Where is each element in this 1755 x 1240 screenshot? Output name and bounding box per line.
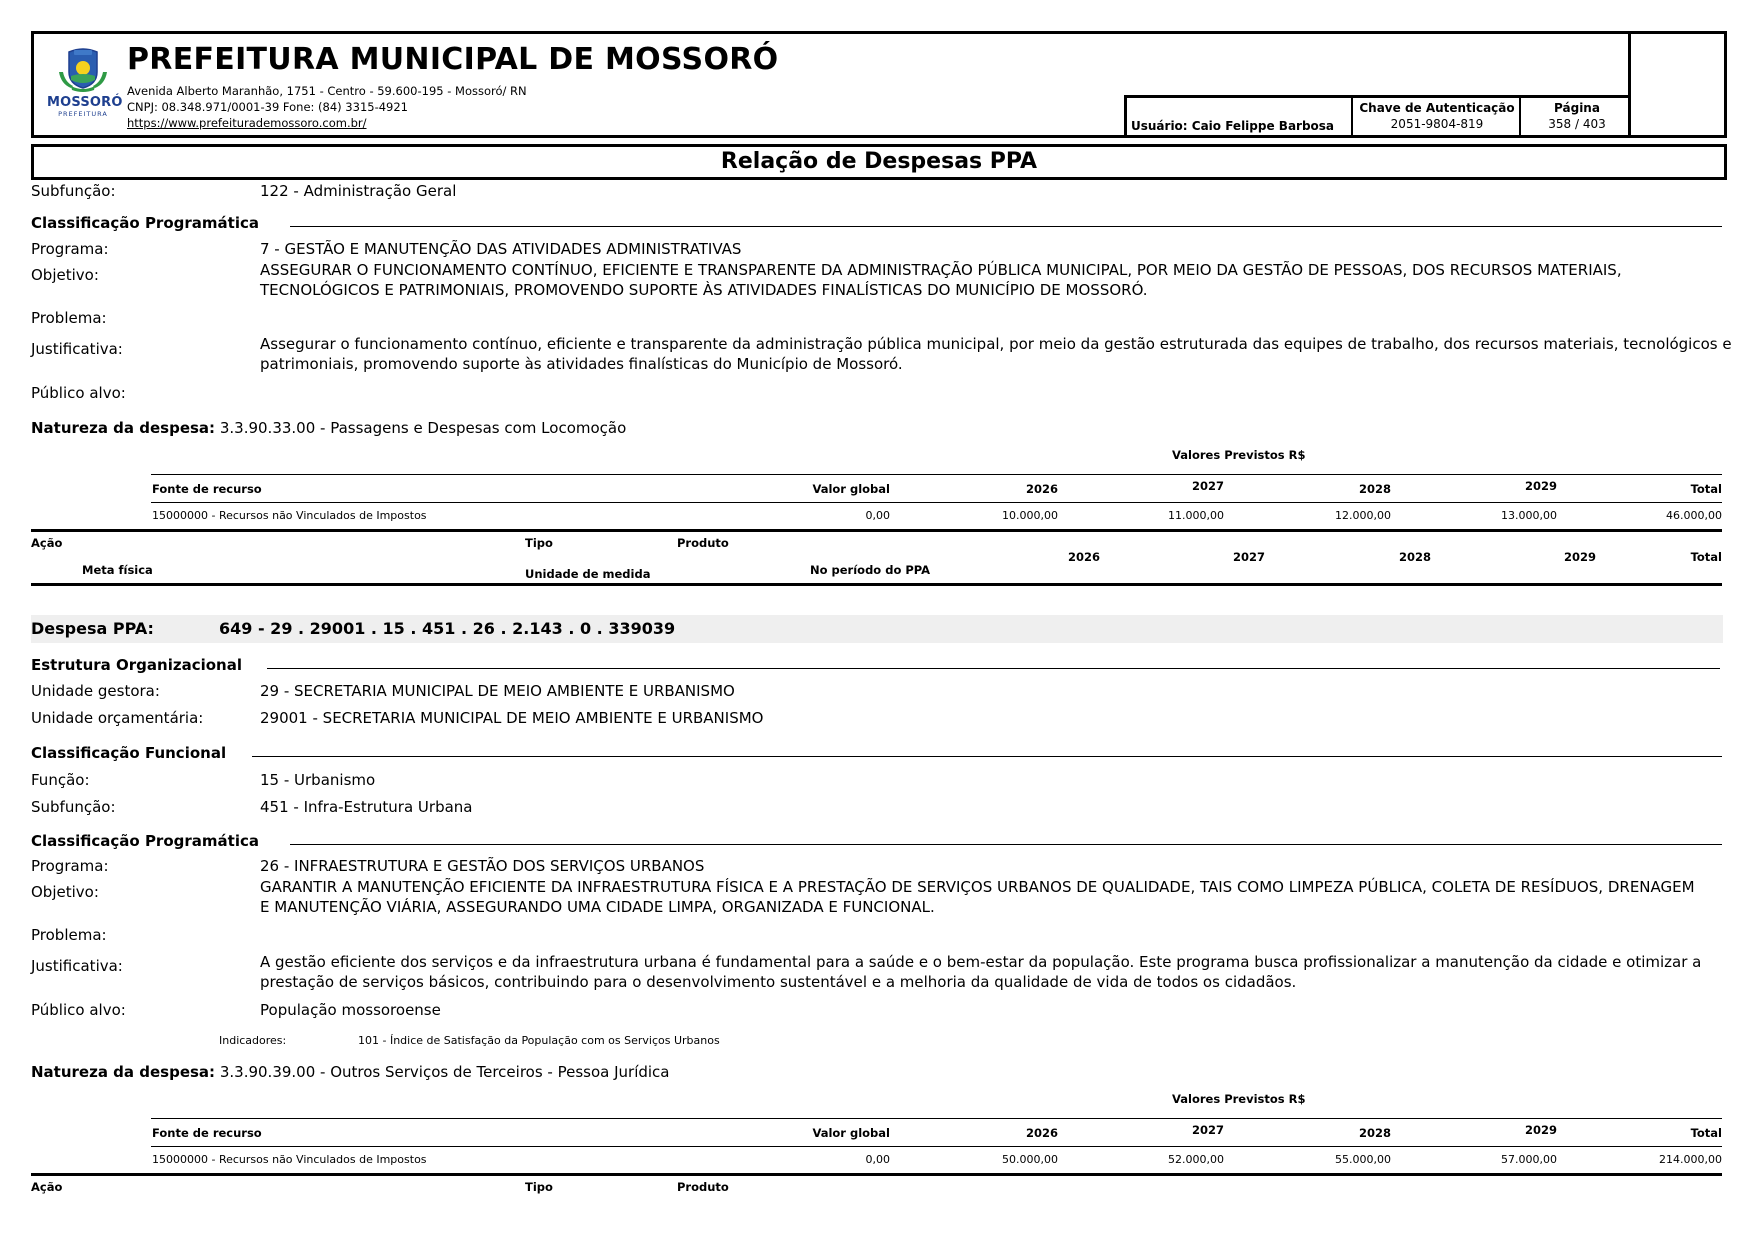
- valores-previstos-heading: Valores Previstos R$: [1172, 448, 1306, 462]
- report-title: Relação de Despesas PPA: [31, 144, 1727, 180]
- page-number: 358 / 403: [1548, 117, 1606, 131]
- objetivo-label: Objetivo:: [31, 266, 99, 284]
- natureza-value: 3.3.90.39.00 - Outros Serviços de Terceiros - Pessoa Jurídica: [219, 1063, 670, 1081]
- logo-text: MOSSORÓ: [47, 95, 123, 110]
- col-2026: 2026: [1025, 482, 1058, 496]
- org-website-link[interactable]: https://www.prefeiturademossoro.com.br/: [127, 116, 367, 130]
- col-unidade-medida: Unidade de medida: [525, 567, 651, 581]
- programa-label: Programa:: [31, 857, 109, 875]
- section-heading-classificacao-funcional: Classificação Funcional: [31, 744, 227, 762]
- section-divider: [290, 226, 1722, 227]
- objetivo-value-line1: ASSEGURAR O FUNCIONAMENTO CONTÍNUO, EFICIENTE E TRANSPARENTE DA ADMINISTRAÇÃO PÚBLICA MUNICIPAL, POR MEIO DA GESTÃO DE PESSOAS, DOS RECURSOS MATERIAIS,: [260, 261, 1622, 279]
- natureza-label: Natureza da despesa:: [31, 419, 216, 437]
- objetivo-label: Objetivo:: [31, 883, 99, 901]
- page-label: Página: [1554, 101, 1600, 115]
- cell-fonte: 15000000 - Recursos não Vinculados de Impostos: [152, 1153, 427, 1166]
- cell-2026: 50.000,00: [1002, 1153, 1058, 1166]
- col-tipo: Tipo: [525, 1180, 553, 1194]
- col-2026: 2026: [1025, 1126, 1058, 1140]
- coat-of-arms-icon: [47, 46, 119, 92]
- unidade-orcamentaria-value: 29001 - SECRETARIA MUNICIPAL DE MEIO AMBIENTE E URBANISMO: [260, 709, 764, 727]
- col-2028: 2028: [1358, 1126, 1391, 1140]
- col-acao: Ação: [31, 536, 63, 550]
- programa-value: 26 - INFRAESTRUTURA E GESTÃO DOS SERVIÇOS URBANOS: [260, 857, 705, 875]
- col-valor-global: Valor global: [812, 482, 890, 496]
- natureza-value: 3.3.90.33.00 - Passagens e Despesas com Locomoção: [219, 419, 627, 437]
- justificativa-value-line2: prestação de serviços básicos, contribuindo para o desenvolvimento sustentável e a melhoria da qualidade de vida de todos os cidadãos.: [260, 973, 1297, 991]
- cell-valor-global: 0,00: [865, 1153, 890, 1166]
- table-header-line: [151, 502, 1722, 503]
- cell-2029: 13.000,00: [1501, 509, 1557, 522]
- cell-total: 214.000,00: [1659, 1153, 1722, 1166]
- despesa-ppa-label: Despesa PPA:: [31, 619, 154, 638]
- despesa-ppa-code: 649 - 29 . 29001 . 15 . 451 . 26 . 2.143 . 0 . 339039: [219, 619, 676, 638]
- cell-2029: 57.000,00: [1501, 1153, 1557, 1166]
- subfuncao-value: 122 - Administração Geral: [260, 182, 457, 200]
- publico-alvo-value: População mossoroense: [260, 1001, 441, 1019]
- col-produto: Produto: [677, 1180, 729, 1194]
- col-valor-global: Valor global: [812, 1126, 890, 1140]
- valores-previstos-heading: Valores Previstos R$: [1172, 1092, 1306, 1106]
- logo-subtext: PREFEITURA: [58, 110, 108, 118]
- col-fonte: Fonte de recurso: [152, 482, 262, 496]
- indicadores-label: Indicadores:: [219, 1034, 287, 1047]
- col-meta-2028: 2028: [1398, 550, 1431, 564]
- org-address: Avenida Alberto Maranhão, 1751 - Centro - 59.600-195 - Mossoró/ RN: [127, 84, 527, 98]
- cell-total: 46.000,00: [1666, 509, 1722, 522]
- table-top-line: [151, 474, 1722, 475]
- report-header: [31, 31, 1727, 138]
- unidade-gestora-value: 29 - SECRETARIA MUNICIPAL DE MEIO AMBIENTE E URBANISMO: [260, 682, 735, 700]
- page-cell: [1519, 98, 1633, 138]
- col-2027: 2027: [1191, 479, 1224, 493]
- col-no-periodo: No período do PPA: [810, 563, 931, 577]
- acao-bottom-line: [31, 583, 1722, 586]
- section-heading-estrutura-organizacional: Estrutura Organizacional: [31, 656, 242, 674]
- problema-label: Problema:: [31, 926, 107, 944]
- header-right-divider: [1628, 34, 1631, 135]
- org-name: PREFEITURA MUNICIPAL DE MOSSORÓ: [127, 42, 779, 77]
- col-meta-total: Total: [1690, 550, 1722, 564]
- col-meta-2029: 2029: [1563, 550, 1596, 564]
- objetivo-value-line2: E MANUTENÇÃO VIÁRIA, ASSEGURANDO UMA CIDADE LIMPA, ORGANIZADA E FUNCIONAL.: [260, 898, 935, 916]
- unidade-orcamentaria-label: Unidade orçamentária:: [31, 709, 204, 727]
- subfuncao-label: Subfunção:: [31, 182, 116, 200]
- section-heading-classificacao-programatica: Classificação Programática: [31, 832, 259, 850]
- natureza-label: Natureza da despesa:: [31, 1063, 216, 1081]
- cell-2027: 11.000,00: [1168, 509, 1224, 522]
- natureza-despesa: [31, 1063, 670, 1081]
- col-total: Total: [1690, 482, 1722, 496]
- col-meta-fisica: Meta física: [82, 563, 153, 577]
- cell-2028: 55.000,00: [1335, 1153, 1391, 1166]
- table-header-line: [151, 1146, 1722, 1147]
- user-label: Usuário: Caio Felippe Barbosa: [1131, 119, 1335, 133]
- col-2029: 2029: [1524, 1123, 1557, 1137]
- col-2028: 2028: [1358, 482, 1391, 496]
- funcao-label: Função:: [31, 771, 90, 789]
- col-tipo: Tipo: [525, 536, 553, 550]
- section-divider: [290, 844, 1722, 845]
- cell-fonte: 15000000 - Recursos não Vinculados de Impostos: [152, 509, 427, 522]
- subfuncao-label: Subfunção:: [31, 798, 116, 816]
- table-bottom-line: [31, 529, 1722, 532]
- report-info-box: [1124, 95, 1631, 138]
- section-divider: [267, 668, 1720, 669]
- col-meta-2027: 2027: [1232, 550, 1265, 564]
- cell-2026: 10.000,00: [1002, 509, 1058, 522]
- auth-key-value: 2051-9804-819: [1390, 117, 1484, 131]
- justificativa-value-line1: A gestão eficiente dos serviços e da infraestrutura urbana é fundamental para a saúde e o bem-estar da população. Este programa busca profissionalizar a manutenção da cidade e otimizar a: [260, 953, 1702, 971]
- publico-alvo-label: Público alvo:: [31, 384, 126, 402]
- justificativa-value-line1: Assegurar o funcionamento contínuo, eficiente e transparente da administração pública municipal, por meio da gestão estruturada das equipes de trabalho, dos recursos materiais, tecnológicos e: [260, 335, 1732, 353]
- cell-2028: 12.000,00: [1335, 509, 1391, 522]
- col-total: Total: [1690, 1126, 1722, 1140]
- programa-value: 7 - GESTÃO E MANUTENÇÃO DAS ATIVIDADES ADMINISTRATIVAS: [260, 240, 742, 258]
- org-cnpj-phone: CNPJ: 08.348.971/0001-39 Fone: (84) 3315-4921: [127, 100, 408, 114]
- section-heading-classificacao-programatica: Classificação Programática: [31, 214, 259, 232]
- cell-valor-global: 0,00: [865, 509, 890, 522]
- funcao-value: 15 - Urbanismo: [260, 771, 376, 789]
- col-2027: 2027: [1191, 1123, 1224, 1137]
- auth-key-cell: [1351, 98, 1521, 138]
- unidade-gestora-label: Unidade gestora:: [31, 682, 160, 700]
- justificativa-label: Justificativa:: [31, 957, 123, 975]
- justificativa-label: Justificativa:: [31, 340, 123, 358]
- cell-2027: 52.000,00: [1168, 1153, 1224, 1166]
- objetivo-value-line2: TECNOLÓGICOS E PATRIMONIAIS, PROMOVENDO SUPORTE ÀS ATIVIDADES FINALÍSTICAS DO MUNICÍPIO DE MOSSORÓ.: [260, 281, 1148, 299]
- natureza-despesa: [31, 419, 626, 437]
- indicadores-value: 101 - Índice de Satisfação da População com os Serviços Urbanos: [358, 1034, 720, 1047]
- col-2029: 2029: [1524, 479, 1557, 493]
- programa-label: Programa:: [31, 240, 109, 258]
- subfuncao-value: 451 - Infra-Estrutura Urbana: [260, 798, 473, 816]
- col-fonte: Fonte de recurso: [152, 1126, 262, 1140]
- justificativa-value-line2: patrimoniais, promovendo suporte às atividades finalísticas do Município de Mossoró.: [260, 355, 903, 373]
- table-bottom-line: [31, 1173, 1722, 1176]
- city-logo: [47, 46, 123, 118]
- auth-key-label: Chave de Autenticação: [1359, 101, 1515, 115]
- publico-alvo-label: Público alvo:: [31, 1001, 126, 1019]
- col-acao: Ação: [31, 1180, 63, 1194]
- objetivo-value-line1: GARANTIR A MANUTENÇÃO EFICIENTE DA INFRAESTRUTURA FÍSICA E A PRESTAÇÃO DE SERVIÇOS URBANOS DE QUALIDADE, TAIS COMO LIMPEZA PÚBLICA, COLETA DE RESÍDUOS, DRENAGEM: [260, 878, 1695, 896]
- problema-label: Problema:: [31, 309, 107, 327]
- col-produto: Produto: [677, 536, 729, 550]
- section-divider: [252, 756, 1722, 757]
- table-top-line: [151, 1118, 1722, 1119]
- col-meta-2026: 2026: [1067, 550, 1100, 564]
